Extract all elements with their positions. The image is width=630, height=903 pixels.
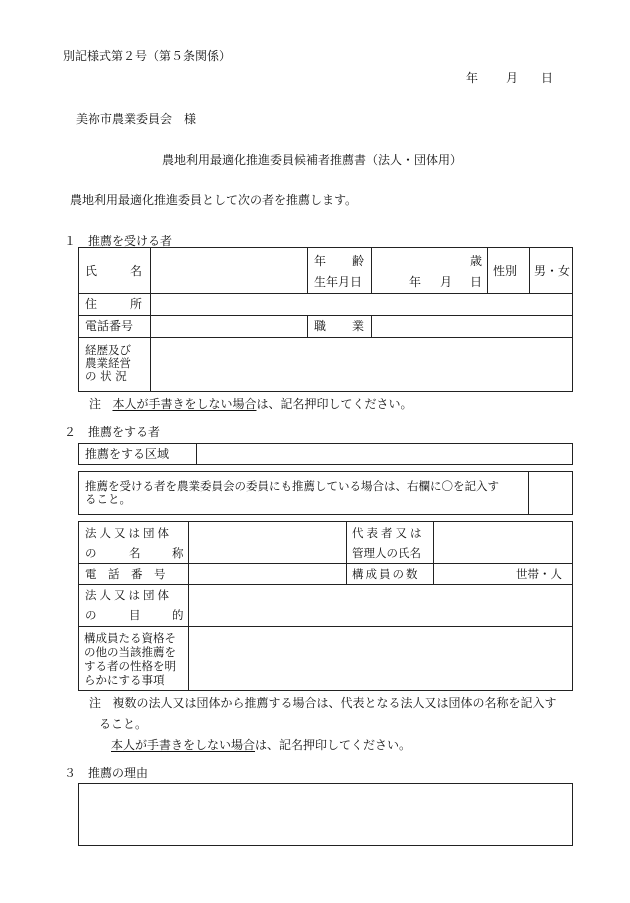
date-day-label: 日 (541, 71, 554, 85)
sex-value: 男・女 (534, 264, 571, 278)
birth-month: 月 (440, 275, 453, 289)
org-phone-label: 電 話 番 号 (85, 567, 166, 581)
age-label-b: 齢 (352, 254, 365, 268)
form-number: 別記様式第２号（第５条関係） (63, 49, 232, 63)
qualification-label: 構成員たる資格そ の他の当該推薦を する者の性格を明 らかにする事項 (84, 631, 176, 687)
section2-heading: ２ 推薦をする者 (64, 425, 161, 439)
reason-box (78, 783, 573, 846)
job-label-b: 業 (352, 319, 365, 333)
org-label-line2-b: 名 (129, 546, 141, 560)
intro-text: 農地利用最適化推進委員として次の者を推薦します。 (70, 193, 358, 207)
section3-heading: ３ 推薦の理由 (64, 766, 149, 780)
addressee: 美祢市農業委員会 様 (76, 112, 197, 126)
purpose-label-line1: 法人又は団体 (85, 588, 172, 602)
sex-label: 性別 (493, 264, 518, 278)
members-label: 構成員の数 (352, 567, 420, 581)
job-label-a: 職 (314, 319, 327, 333)
address-label-b: 所 (130, 297, 143, 311)
section2-note1-line2: ること。 (99, 717, 148, 731)
birth-year: 年 (409, 275, 422, 289)
career-label: 経歴及び 農業経営 の 状 況 (85, 343, 131, 383)
org-label-line2-a: の (85, 546, 97, 560)
address-label-a: 住 (85, 297, 98, 311)
birth-day: 日 (470, 275, 483, 289)
section1-note: 注 本人が手書きをしない場合は、記名押印してください。 (89, 397, 413, 411)
org-label-line1: 法人又は団体 (85, 526, 172, 540)
purpose-label-line2-a: の (85, 608, 97, 622)
rep-label-line1: 代表者又は (352, 526, 425, 540)
section2-note2: 本人が手書きをしない場合は、記名押印してください。 (111, 738, 412, 752)
name-label-b: 名 (130, 264, 143, 278)
date-year-label: 年 (466, 71, 479, 85)
area-label: 推薦をする区域 (85, 447, 170, 461)
date-month-label: 月 (506, 71, 519, 85)
org-label-line2-c: 称 (172, 546, 184, 560)
rep-label-line2: 管理人の氏名 (352, 546, 421, 560)
age-label-a: 年 (314, 254, 327, 268)
purpose-label-line2-b: 目 (129, 608, 141, 622)
dual-recommend-text: 推薦を受ける者を農業委員会の委員にも推薦している場合は、右欄に〇を記入す ること。 (85, 479, 499, 506)
birth-label: 生年月日 (314, 275, 363, 289)
members-unit: 世帯・人 (516, 567, 562, 581)
age-unit: 歳 (470, 254, 483, 268)
document-title: 農地利用最適化推進委員候補者推薦書（法人・団体用） (162, 153, 463, 167)
name-label-a: 氏 (85, 264, 98, 278)
purpose-label-line2-c: 的 (172, 608, 184, 622)
section1-heading: １ 推薦を受ける者 (64, 234, 173, 248)
section2-note1-line1: 注 複数の法人又は団体から推薦する場合は、代表となる法人又は団体の名称を記入す (89, 696, 557, 710)
phone-label: 電話番号 (85, 319, 134, 333)
